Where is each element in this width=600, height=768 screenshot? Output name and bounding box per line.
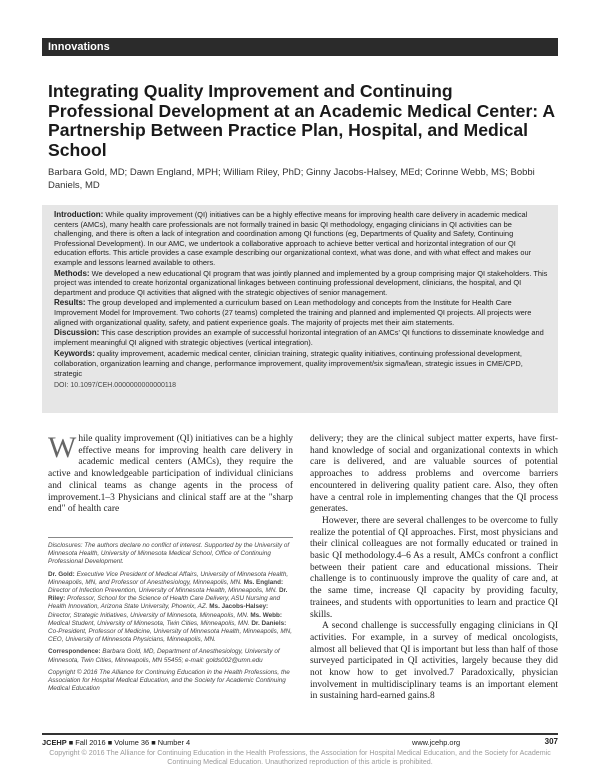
- body-column-left: [48, 431, 293, 516]
- copyright-line: Copyright © 2016 The Alliance for Continuing Education in the Health Professions, the Association for Hospital Medical Education, and the Society for Academic Continuing Medical Education. Unauthorized reproduction of this article is prohibited.: [49, 749, 551, 766]
- affiliation-name: Dr. Gold:: [48, 570, 75, 578]
- copyright-note: Copyright © 2016 The Alliance for Continuing Education in the Health Professions, the Association for Hospital Medical Education, and the Society for Academic Continuing Medical Education: [48, 668, 290, 693]
- affiliation-text: Co-President, Professor of Medicine, University of Minnesota Health, Minneapolis, MN, CEO, University of Minnesota Physicians, Minneapolis, MN.: [48, 628, 292, 644]
- correspondence-label: Correspondence:: [48, 648, 101, 656]
- correspondence-text: Barbara Gold, MD, Department of Anesthesiology, University of Minnesota, Twin Cities, Minneapolis, MN 55455; e-mail: golds002@umn.edu: [48, 648, 280, 664]
- affiliation-name: Dr. Daniels:: [251, 619, 287, 627]
- body-paragraph: However, there are several challenges to be overcome to fully realize the potential of QI approaches. First, most physicians and their clinical colleagues are not formally educated or trained in basic QI methodology.4–6 As a result, AMCs confront a conflict between their patient care and educational missions. Their challenge is to continuously improve the quality of care and, at the same time, increase QI capacity by providing faculty, trainees, and students with opportunities to learn and practice QI skills.: [310, 515, 558, 620]
- affiliation-name: Ms. Webb:: [250, 611, 282, 619]
- affiliation-name: Ms. England:: [243, 578, 284, 586]
- affiliation-text: Director, Strategic Initiatives, University of Minnesota, Minneapolis, MN.: [48, 611, 249, 619]
- abstract-introduction-label: Introduction:: [54, 210, 104, 219]
- body-column-right: [310, 434, 558, 703]
- page-footer: [42, 733, 558, 747]
- affiliation-text: Director of Infection Prevention, University of Minnesota Health, Minneapolis, MN.: [48, 587, 278, 595]
- abstract-keywords-label: Keywords:: [54, 349, 95, 359]
- body-paragraph: A second challenge is successfully engaging clinicians in QI activities. For example, in a survey of medical oncologists, almost all believed that QI is important but less than half of those surveyed participated in QI activities, largely because they did not know how to get involved.7 Paradoxically, physician involvement in multidisciplinary teams is an important element in sustaining hard-earned gains.8: [310, 621, 558, 702]
- abstract-methods: [54, 269, 550, 298]
- abstract-methods-label: Methods:: [54, 268, 90, 278]
- abstract-keywords-text: quality improvement, academic medical center, clinician training, strategic quality initiatives, continuing professional development, collaboration, organization learning and change, performance improvement, quality improvement/six sigma/lean, strategic issues in CME/CPD, strategic: [54, 349, 523, 378]
- drop-cap: W: [48, 431, 77, 464]
- doi-link[interactable]: DOI: 10.1097/CEH.0000000000000118: [54, 382, 177, 390]
- abstract-introduction: [54, 210, 550, 268]
- issue-info: ■ Fall 2016 ■ Volume 36 ■ Number 4: [68, 738, 191, 747]
- abstract-box: [42, 205, 558, 413]
- affiliation-text: Medical Student, University of Minnesota, Twin Cities, Minneapolis, MN.: [48, 619, 250, 627]
- footnotes: [48, 537, 293, 697]
- body-paragraph: delivery; they are the clinical subject matter experts, have first-hand knowledge of social and organizational contexts in which care is delivered, and are valuable sources of potential approaches to address problems and overcome barriers encountered in delivering quality patient care. Also, they often have a central role in implementing changes that the QI process generates.: [310, 434, 558, 515]
- abstract-results-text: The group developed and implemented a curriculum based on Lean methodology and concepts from the Institute for Health Care Improvement Model for Improvement. Two cohorts (27 teams) completed the training and planned and implemented QI projects. All projects were aligned with organizational quality, safety, and patient experience goals. The majority of projects met their aim statements.: [54, 298, 532, 327]
- affiliation-text: Executive Vice President of Medical Affairs, University of Minnesota Health, Minneapolis, MN, and Professor of Anesthesiology, Minneapolis, MN.: [48, 570, 289, 586]
- abstract-discussion: [54, 328, 550, 347]
- journal-website[interactable]: www.jcehp.org: [412, 738, 461, 747]
- affiliation-name: Ms. Jacobs-Halsey:: [209, 603, 269, 611]
- abstract-keywords: [54, 349, 550, 378]
- abstract-methods-text: We developed a new educational QI program that was jointly planned and implemented by a group comprising major QI stakeholders. This project was intended to create horizontal organizational linkages between continuing professional development, clinicians, the hospital, and QI department and produce QI activities that aligned with the strategic objectives of senior management.: [54, 268, 548, 297]
- abstract-introduction-text: While quality improvement (QI) initiatives can be a highly effective means for improving health care delivery in academic medical centers (AMCs), many health care professionals are not formally trained in basic QI methodology, engaging clinicians in QI activities can be challenging, and there is often a lack of integration and coordination among QI functions (eg, Departments of Quality and Safety, Continuing Professional Development). In our AMC, we undertook a collaborative approach to achieve better vertical and horizontal integration of our QI education efforts. This article provides a case example describing our organizational context, what was done, and with what effect and makes our example and lessons learned available to others.: [54, 210, 532, 267]
- abstract-discussion-label: Discussion:: [54, 328, 100, 338]
- section-header: Innovations: [42, 38, 558, 56]
- affiliation-name: Dr. Riley:: [48, 587, 288, 603]
- abstract-results-label: Results:: [54, 298, 86, 308]
- abstract-discussion-text: This case description provides an example of successful horizontal integration of an AMCs' QI functions to disseminate knowledge and implement meaningful QI aligned with strategic objectives (vertical integration).: [54, 328, 544, 347]
- page-number: 307: [544, 737, 558, 746]
- affiliations: [48, 571, 293, 645]
- abstract-results: [54, 298, 550, 327]
- article-title: Integrating Quality Improvement and Continuing Professional Development at an Academic Medical Center: A Partnership Between Practice Plan, Hospital, and Medical School: [48, 81, 555, 160]
- disclosures: Disclosures: The authors declare no conflict of interest. Supported by the University of Minnesota Health, University of Minnesota Medical School, Office of Continuing Professional Development.: [48, 542, 290, 566]
- body-paragraph: [48, 431, 293, 516]
- author-list: Barbara Gold, MD; Dawn England, MPH; William Riley, PhD; Ginny Jacobs-Halsey, MEd; Corinne Webb, MS; Bobbi Daniels, MD: [48, 167, 535, 191]
- correspondence: [48, 648, 293, 664]
- journal-name: JCEHP: [42, 738, 67, 747]
- body-text: hile quality improvement (QI) initiatives can be a highly effective means for improving health care delivery in academic medical centers (AMCs), they require the active and knowledgeable participation of individual clinicians and clinical teams as change agents in the process of improvement.1–3 Physicians and clinical staff are at the "sharp end" of health care: [48, 434, 293, 515]
- journal-info: [42, 738, 190, 747]
- affiliation-text: Professor, School for the Science of Health Care Delivery, ASU Nursing and Health Innovation, Arizona State University, Phoenix, AZ.: [48, 595, 281, 611]
